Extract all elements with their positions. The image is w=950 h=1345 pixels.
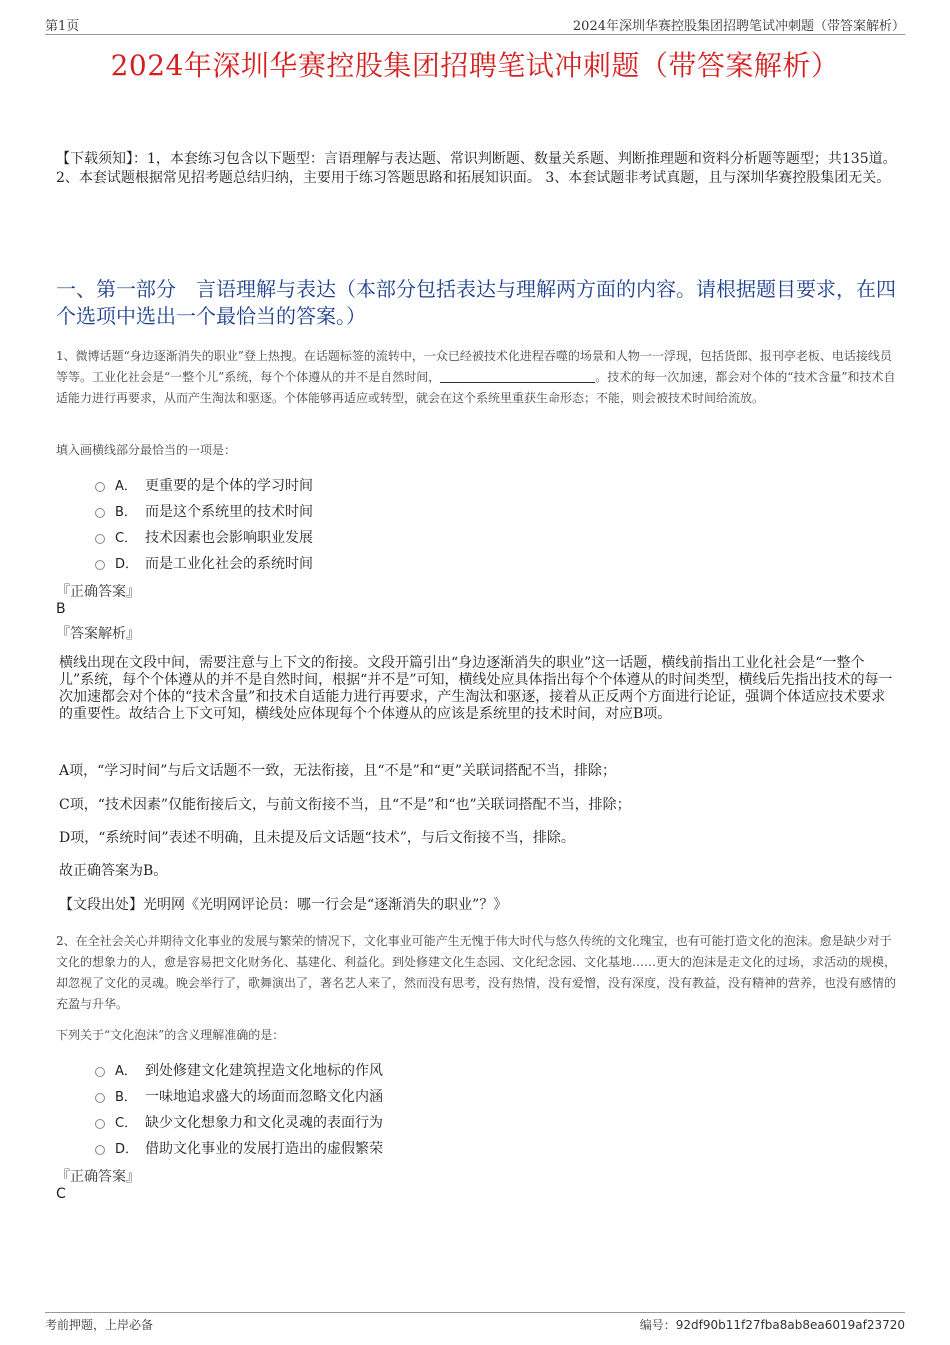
radio-icon[interactable] [95, 560, 105, 570]
option-d[interactable]: D． 而是工业化社会的系统时间 [95, 551, 855, 577]
download-notice: 【下载须知】：1，本套练习包含以下题型：言语理解与表达题、常识判断题、数量关系题、判断推理题和资料分析题等题型；共135道。 2、本套试题根据常见招考题总结归纳，主要用于练习答题思路和拓展知识面。 3、本套试题非考试真题，且与深圳华赛控股集团无关。 [56, 151, 897, 186]
text-source: 【文段出处】光明网《光明网评论员：哪一行会是“逐渐消失的职业”？》 [59, 897, 508, 913]
page-footer [45, 1312, 905, 1335]
correct-answer: C [56, 1186, 66, 1202]
question-2-prompt: 下列关于“文化泡沫”的含义理解准确的是： [56, 1028, 285, 1042]
correct-answer-label: 『正确答案』 [56, 584, 140, 600]
radio-icon[interactable] [95, 508, 105, 518]
option-a[interactable]: A． 到处修建文化建筑捏造文化地标的作风 [95, 1058, 855, 1084]
analysis-label: 『答案解析』 [56, 626, 140, 642]
document-title: 2024年深圳华赛控股集团招聘笔试冲刺题（带答案解析） [110, 49, 840, 82]
footer-slogan: 考前押题，上岸必备 [45, 1318, 154, 1332]
question-2-options [95, 1058, 855, 1162]
option-c[interactable]: C． 技术因素也会影响职业发展 [95, 525, 855, 551]
header-doc-title: 2024年深圳华赛控股集团招聘笔试冲刺题（带答案解析） [572, 19, 905, 34]
radio-icon[interactable] [95, 1067, 105, 1077]
radio-icon[interactable] [95, 534, 105, 544]
analysis-note-c: C项，“技术因素”仅能衔接后文，与前文衔接不当，且“不是”和“也”关联词搭配不当，排除； [59, 797, 631, 813]
analysis-conclusion: 故正确答案为B。 [59, 863, 168, 879]
analysis-text: 横线出现在文段中间，需要注意与上下文的衔接。文段开篇引出“身边逐渐消失的职业”这一话题，横线前指出工业化社会是“一整个儿”系统，每个个体遵从的并不是自然时间，根据“并不是”可知，横线处应具体指出每个个体遵从的时间类型，横线后先指出技术的每一次加速都会对个体的“技术含量”和技术自适能力进行再要求，产生淘汰和驱逐，接着从正反两个方面进行论证，强调个体适应技术要求的重要性。故结合上下文可知，横线处应体现每个个体遵从的应该是系统里的技术时间，对应B项。 [59, 655, 893, 722]
question-1-text-before: 1、微博话题“身边逐渐消失的职业”登上热搜。在话题标签的流转中，一众已经被技术化进程吞噬的场景和人物一一浮现，包括货郎、报刊亭老板、电话接线员等等。工业化社会是“一整个儿”系统，每个个体遵从的并不是自然时间， [56, 349, 892, 384]
question-1-text-after: 。技术的每一次加速，都会对个体的“技术含量”和技术自适能力进行再要求，从而产生淘汰和驱逐。个体能够再适应或转型，就会在这个系统里重获生命形态；不能，则会被技术时间给流放。 [56, 370, 896, 405]
radio-icon[interactable] [95, 1093, 105, 1103]
option-d[interactable]: D． 借助文化事业的发展打造出的虚假繁荣 [95, 1136, 855, 1162]
page-header [45, 14, 905, 35]
analysis-note-a: A项，“学习时间”与后文话题不一致，无法衔接，且“不是”和“更”关联词搭配不当，排除； [59, 763, 617, 779]
correct-answer-label: 『正确答案』 [56, 1169, 140, 1185]
radio-icon[interactable] [95, 482, 105, 492]
section-title: 一、第一部分 言语理解与表达（本部分包括表达与理解两方面的内容。请根据题目要求，在四个选项中选出一个最恰当的答案。） [56, 277, 896, 328]
option-c[interactable]: C． 缺少文化想象力和文化灵魂的表面行为 [95, 1110, 855, 1136]
question-1-options [95, 473, 855, 577]
option-b[interactable]: B． 而是这个系统里的技术时间 [95, 499, 855, 525]
question-2-text: 2、在全社会关心并期待文化事业的发展与繁荣的情况下，文化事业可能产生无愧于伟大时代与悠久传统的文化瑰宝，也有可能打造文化的泡沫。愈是缺少对于文化的想象力的人，愈是容易把文化财务化、基建化、利益化。到处修建文化生态园、文化纪念园、文化基地……更大的泡沫是走文化的过场，求活动的规模，却忽视了文化的灵魂。晚会举行了，歌舞演出了，著名艺人来了，然而没有思考，没有热情，没有爱憎，没有深度，没有教益，没有精神的营养，也没有感情的充盈与升华。 [56, 934, 897, 1011]
fill-blank [440, 370, 595, 383]
option-b[interactable]: B． 一味地追求盛大的场面而忽略文化内涵 [95, 1084, 855, 1110]
question-1-text [56, 346, 902, 409]
analysis-note-d: D项，“系统时间”表述不明确，且未提及后文话题“技术”，与后文衔接不当，排除。 [59, 830, 575, 846]
option-a[interactable]: A． 更重要的是个体的学习时间 [95, 473, 855, 499]
question-1-prompt: 填入画横线部分最恰当的一项是： [56, 443, 237, 457]
page-number: 第1页 [45, 19, 80, 34]
correct-answer: B [56, 601, 66, 617]
radio-icon[interactable] [95, 1119, 105, 1129]
document-id: 编号：92df90b11f27fba8ab8ea6019af23720 [639, 1318, 905, 1332]
radio-icon[interactable] [95, 1145, 105, 1155]
